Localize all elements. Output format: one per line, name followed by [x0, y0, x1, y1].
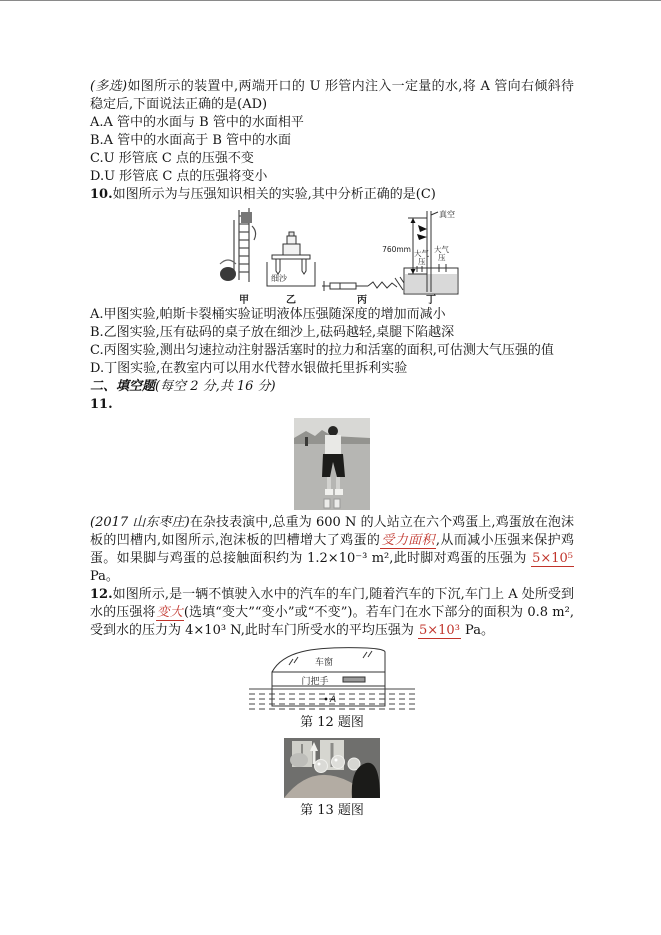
barrel-shape: [220, 267, 236, 281]
q10-stem: [90, 186, 574, 204]
q10-option: B.乙图实验,压有砝码的桌子放在细沙上,砝码越轻,桌腿下陷越深: [90, 325, 455, 340]
q11-number: 11.: [90, 397, 113, 412]
q9-option: C.U 形管底 C 点的压强不变: [90, 151, 254, 166]
section-note: (每空 2 分,共 16 分): [155, 379, 276, 394]
figure-sublabel-ding: 丁: [426, 295, 436, 306]
atm-left-label: 大气: [414, 249, 429, 258]
q11-source: (2017 山东枣庄): [90, 515, 190, 530]
q11-photo-wrap: [90, 418, 574, 510]
cupping-therapy-photo: [284, 738, 380, 798]
section-heading: 二、填空题: [90, 379, 156, 394]
q12-blank-2: 5×10³: [419, 623, 460, 638]
height-label: 760mm: [382, 245, 411, 254]
q10-option: D.丁图实验,在教室内可以用水代替水银做托里拆利实验: [90, 361, 408, 376]
q11-blank-2: 5×10⁵: [532, 551, 573, 566]
q9-option: D.U 形管底 C 点的压强将变小: [90, 169, 268, 184]
car-window-label: 车窗: [314, 658, 334, 668]
section-heading-line: [90, 378, 574, 396]
q12-text: [90, 586, 574, 640]
q13-photo-wrap: [90, 738, 574, 798]
pressure-experiments-figure: [212, 206, 460, 306]
q10-option: C.丙图实验,测出匀速拉动注射器活塞时的拉力和活塞的面积,可估测大气压强的值: [90, 343, 554, 358]
vacuum-label: 真空: [439, 210, 455, 219]
q10-option: A.甲图实验,帕斯卡裂桶实验证明液体压强随深度的增加而减小: [90, 307, 446, 322]
q9-option: B.A 管中的水面高于 B 管中的水面: [90, 133, 292, 148]
q9-stem-text: 如图所示的装置中,两端开口的 U 形管内注入一定量的水,将 A 管向右倾斜待稳定后,下面说法正确的是(AD): [90, 79, 574, 112]
q12-part2: (选填“变大”“变小”或“不变”)。若车门在水下部分的面积为 0.8 m²,受到水的压力为 4×10³ N,此时车门所受水的平均压强为: [90, 605, 574, 638]
q12-figure-caption: 第 12 题图: [300, 715, 364, 730]
q11-text: [90, 514, 574, 586]
q12-part1: 如图所示,是一辆不慎驶入水中的汽车的车门,随着汽车的下沉,车门上 A 处所受到水的压强将: [90, 587, 574, 620]
q13-figure-caption: 第 13 题图: [300, 803, 364, 818]
q9-stem: [90, 78, 574, 114]
atm-right-label: 大气: [434, 245, 449, 254]
q11-number-line: [90, 396, 574, 414]
q12-number: 12.: [90, 587, 113, 602]
worksheet-content: [90, 78, 574, 820]
syringe-figure: [322, 277, 408, 291]
q12-blank-1: 变大: [156, 605, 183, 620]
q10-stem-text: 如图所示为与压强知识相关的实验,其中分析正确的是(C): [112, 187, 436, 202]
figure-sublabel-bing: 丙: [357, 295, 367, 306]
q11-part1: 在杂技表演中,总重为 600 N 的人站立在六个鸡蛋上,鸡蛋放在泡沫板的凹槽内,如图所示,泡沫板的凹槽增大了鸡蛋的: [90, 515, 574, 548]
q10-number: 10.: [90, 187, 113, 202]
q10-figure: [212, 206, 574, 306]
car-door-figure: [247, 642, 417, 714]
point-a-label: A: [330, 695, 337, 705]
door-handle-label: 门把手: [301, 677, 329, 687]
atm-right-label2: 压: [438, 253, 446, 262]
q12-figure-wrap: [90, 642, 574, 714]
barometer-figure: [404, 211, 458, 294]
figure-sublabel-yi: 乙: [286, 295, 296, 306]
q9-option: A.A 管中的水面与 B 管中的水面相平: [90, 115, 304, 130]
sand-label: 细沙: [271, 274, 287, 283]
q11-blank-1: 受力面积: [381, 533, 435, 548]
q12-part3: Pa。: [460, 623, 494, 638]
atm-left-label2: 压: [418, 257, 426, 266]
figure-sublabel-jia: 甲: [239, 295, 249, 306]
q11-part3: Pa。: [90, 569, 119, 584]
q9-tag: (多选): [90, 79, 128, 94]
q11-part2: ,从而减小压强来保护鸡蛋。如果脚与鸡蛋的总接触面积约为 1.2×10⁻³ m²,此时脚对鸡蛋的压强为: [90, 533, 574, 566]
acrobat-on-eggs-photo: [294, 418, 370, 510]
